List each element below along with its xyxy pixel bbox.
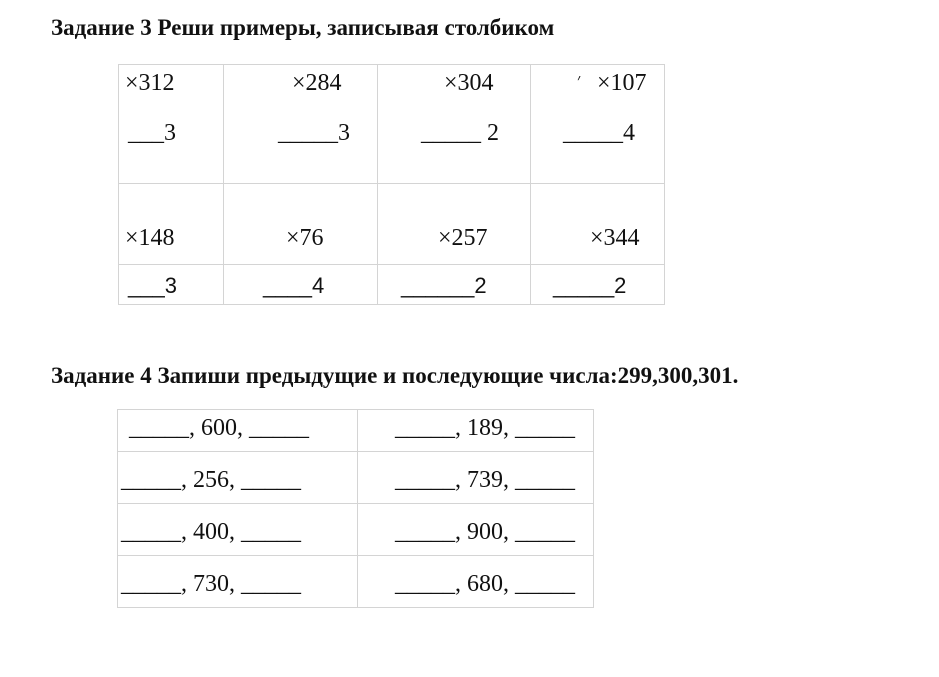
multiplier: ____4 <box>263 273 325 298</box>
table-row <box>118 452 594 504</box>
multiplicand: ×148 <box>125 225 175 251</box>
multiplicand: ×107 <box>597 70 647 96</box>
tick-mark: ׳ <box>577 70 582 90</box>
multiplier: ______2 <box>401 273 487 298</box>
table-cell <box>358 504 594 556</box>
number-sequence: _____, 900, _____ <box>395 519 575 545</box>
table-row <box>118 556 594 608</box>
table-row <box>118 504 594 556</box>
number-sequence: _____, 600, _____ <box>129 415 309 441</box>
table-cell <box>119 65 224 184</box>
table-row <box>119 184 665 265</box>
table-cell <box>358 556 594 608</box>
table-cell <box>224 65 378 184</box>
multiplier: _____ 2 <box>421 120 499 146</box>
number-sequence: _____, 256, _____ <box>121 467 301 493</box>
task4-heading: Задание 4 Запиши предыдущие и последующие числа:299,300,301. <box>51 363 739 388</box>
multiplier: _____3 <box>278 120 350 146</box>
table-cell <box>118 556 358 608</box>
table-cell <box>378 184 531 265</box>
multiplicand: ×76 <box>286 225 324 251</box>
number-sequence: _____, 730, _____ <box>121 571 301 597</box>
table-cell <box>358 410 594 452</box>
table-cell <box>118 452 358 504</box>
multiplicand: ×304 <box>444 70 494 96</box>
multiplier: _____4 <box>563 120 635 146</box>
table-cell <box>531 184 665 265</box>
multiplicand: ×284 <box>292 70 342 96</box>
multiplier: _____2 <box>553 273 627 298</box>
table-cell <box>119 184 224 265</box>
table-row <box>118 410 594 452</box>
number-sequence: _____, 739, _____ <box>395 467 575 493</box>
multiplicand: ×344 <box>590 225 640 251</box>
task3-table <box>118 64 665 305</box>
table-cell <box>224 184 378 265</box>
number-sequence: _____, 680, _____ <box>395 571 575 597</box>
table-row <box>119 65 665 184</box>
task3-heading: Задание 3 Реши примеры, записывая столбиком <box>51 15 555 40</box>
table-cell <box>358 452 594 504</box>
table-cell <box>118 410 358 452</box>
multiplicand: ×257 <box>438 225 488 251</box>
task4-table <box>117 409 594 608</box>
table-cell <box>118 504 358 556</box>
number-sequence: _____, 189, _____ <box>395 415 575 441</box>
table-cell <box>531 65 665 184</box>
table-cell <box>119 265 224 305</box>
table-cell <box>224 265 378 305</box>
multiplicand: ×312 <box>125 70 175 96</box>
table-cell <box>378 265 531 305</box>
multiplier: ___3 <box>128 273 177 298</box>
table-row <box>119 265 665 305</box>
table-cell <box>531 265 665 305</box>
number-sequence: _____, 400, _____ <box>121 519 301 545</box>
multiplier: ___3 <box>128 120 176 146</box>
table-cell <box>378 65 531 184</box>
